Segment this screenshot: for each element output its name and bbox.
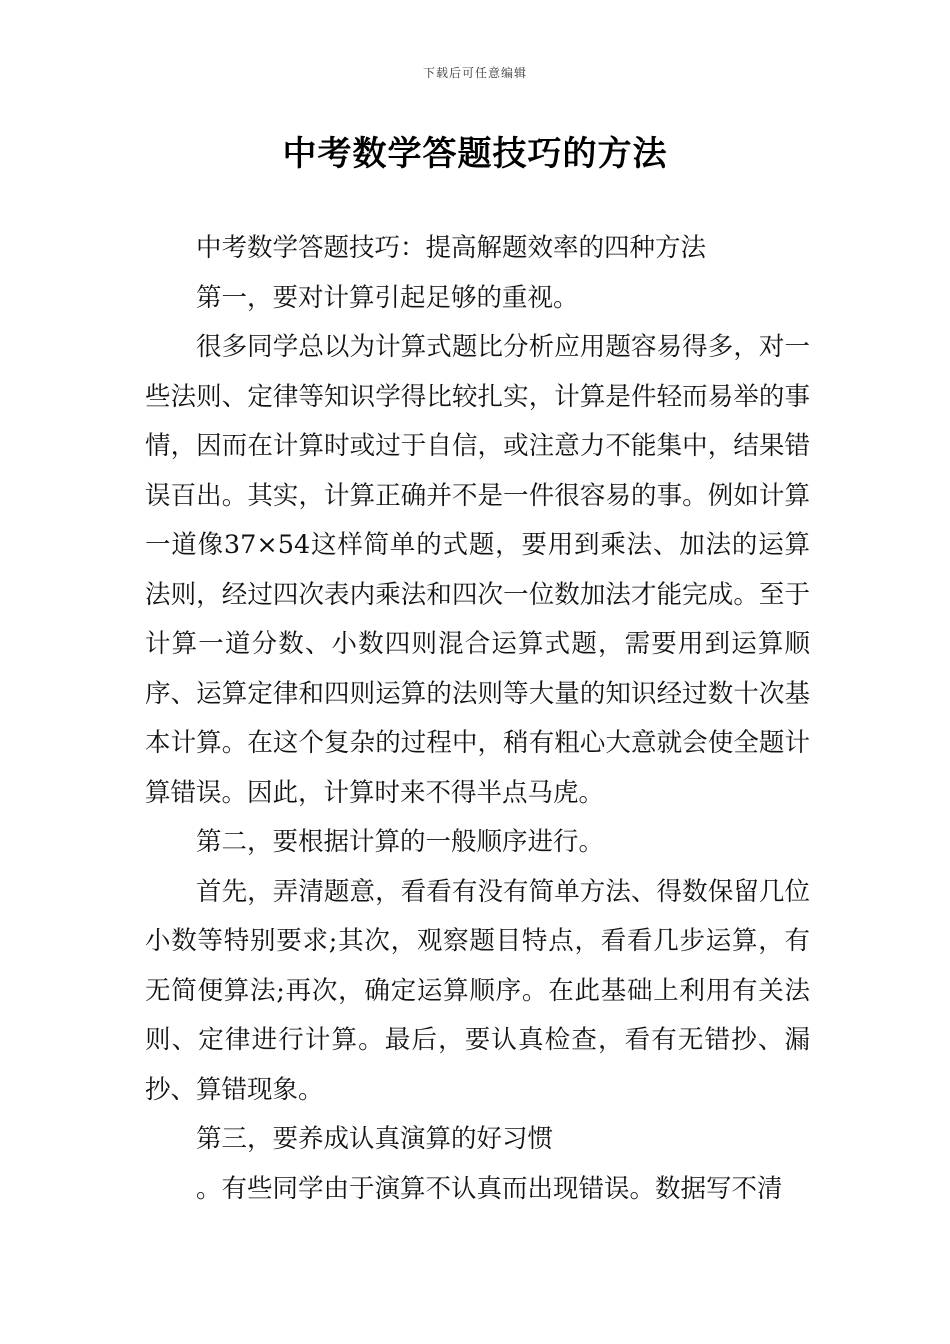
header-note: 下载后可任意编辑: [422, 66, 527, 80]
body-paragraph-2: 首先，弄清题意，看看有没有简单方法、得数保留几位小数等特别要求;其次，观察题目特点，看看几步运算，有无简便算法;再次，确定运算顺序。在此基础上利用有关法则、定律进行计算。最后，要认真检查，看有无错抄、漏抄、算错现象。: [145, 876, 810, 1105]
body-paragraph-3: 。有些同学由于演算不认真而出现错误。数据写不清: [196, 1173, 783, 1204]
section-heading-1: 第一，要对计算引起足够的重视。: [196, 282, 579, 313]
document-body: [145, 224, 810, 1214]
section-heading-3: 第三，要养成认真演算的好习惯: [196, 1124, 554, 1154]
body-paragraph-1: 很多同学总以为计算式题比分析应用题容易得多，对一些法则、定律等知识学得比较扎实，计算是件轻而易举的事情，因而在计算时或过于自信，或注意力不能集中，结果错误百出。其实，计算正确并不是一件很容易的事。例如计算一道像37×54这样简单的式题，要用到乘法、加法的运算法则，经过四次表内乘法和四次一位数加法才能完成。至于计算一道分数、小数四则混合运算式题，需要用到运算顺序、运算定律和四则运算的法则等大量的知识经过数十次基本计算。在这个复杂的过程中，稍有粗心大意就会使全题计算错误。因此，计算时来不得半点马虎。: [145, 332, 810, 808]
document-title: 中考数学答题技巧的方法: [282, 134, 668, 174]
section-heading-2: 第二，要根据计算的一般顺序进行。: [196, 827, 605, 857]
subtitle-paragraph: 中考数学答题技巧：提高解题效率的四种方法: [196, 233, 707, 263]
